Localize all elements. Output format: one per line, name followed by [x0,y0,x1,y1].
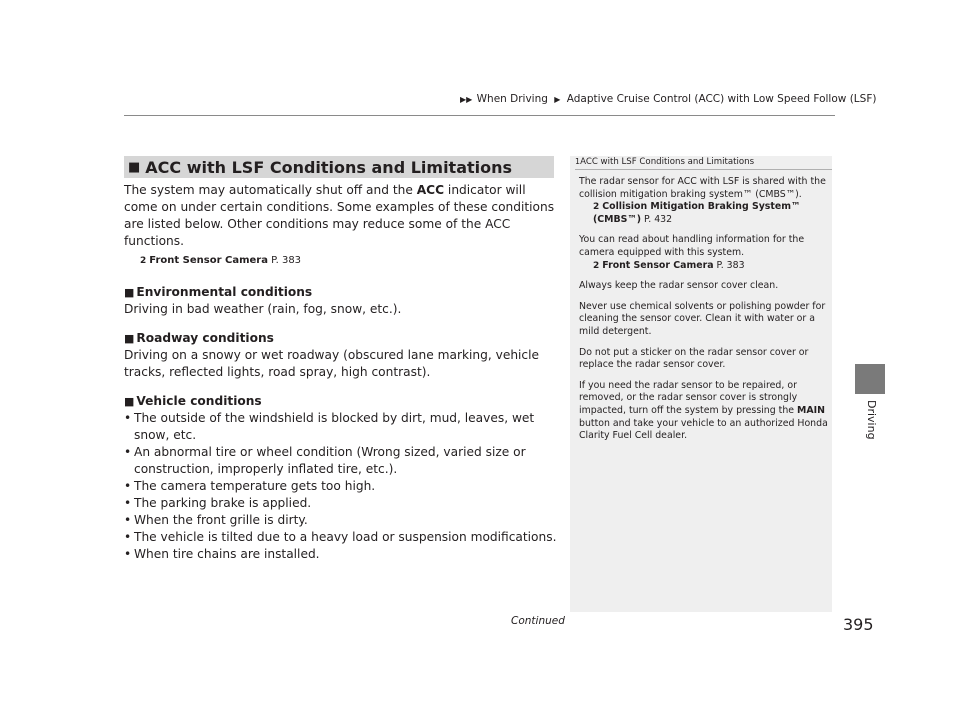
sidebar-title [575,157,832,170]
reference-arrow-icon: 2 [140,256,147,266]
subsection-heading [124,393,559,410]
sidebar-paragraph [579,380,829,443]
sidebar-body [579,176,829,451]
sidebar-paragraph: Do not put a sticker on the radar sensor cover or replace the radar sensor cover. [579,346,809,371]
main-content [124,182,559,563]
road-heading: Roadway conditions [136,331,274,345]
cross-reference[interactable] [593,201,829,226]
vehicle-conditions-list [124,410,559,563]
list-item: • The parking brake is applied. [124,495,559,512]
list-item: • The outside of the windshield is blocked by dirt, mud, leaves, wet snow, etc. [124,410,559,444]
intro-text-rest: indicator will come on under certain conditions. Some examples of these conditions are listed below. Other conditions may reduce some of the ACC functions. [124,183,555,248]
chapter-tab-label: Driving [865,400,878,440]
sidebar-paragraph: You can read about handling information for the camera equipped with this system. [579,234,805,258]
cross-reference[interactable] [593,260,829,273]
breadcrumb [460,93,876,105]
sidebar-text: If you need the radar sensor to be repaired, or removed, or the radar sensor cover is strongly impacted, turn off the system by pressing the [579,379,798,416]
section-header [124,156,554,178]
section-title: ACC with LSF Conditions and Limitations [145,157,513,177]
list-item: • An abnormal tire or wheel condition (Wrong sized, varied size or construction, improperly inflated tire, etc.). [124,444,559,478]
triangle-icon: ▶▶ [460,95,473,104]
continued-label: Continued [511,615,565,627]
note-number-icon: 1 [575,157,581,166]
reference-page: P. 383 [713,259,745,271]
main-button-label: MAIN [797,404,825,416]
reference-title[interactable]: Front Sensor Camera [602,259,714,271]
reference-page: P. 383 [267,255,302,266]
breadcrumb-item[interactable]: Adaptive Cruise Control (ACC) with Low Speed Follow (LSF) [566,93,877,105]
intro-text: The system may automatically shut off and the [124,183,417,197]
env-heading: Environmental conditions [136,285,313,299]
sidebar-text-rest: button and take your vehicle to an authorized Honda Clarity Fuel Cell dealer. [579,417,828,442]
list-item: • When tire chains are installed. [124,546,559,563]
subsection-heading [124,284,559,301]
sidebar-title-text: ACC with LSF Conditions and Limitations [580,157,755,167]
header-divider [124,115,835,116]
sidebar-paragraph: Never use chemical solvents or polishing powder for cleaning the sensor cover. Clean it with water or a mild detergent. [579,300,826,337]
square-icon: ■ [128,159,141,175]
square-icon: ■ [124,332,135,345]
reference-title[interactable]: Front Sensor Camera [149,255,268,266]
list-item: • The camera temperature gets too high. [124,478,559,495]
list-item: • When the front grille is dirty. [124,512,559,529]
subsection-heading [124,330,559,347]
vehicle-heading: Vehicle conditions [136,394,262,408]
breadcrumb-item[interactable]: When Driving [476,93,548,105]
page-number: 395 [843,615,874,634]
intro-paragraph [124,182,559,250]
list-item: • The vehicle is tilted due to a heavy load or suspension modifications. [124,529,559,546]
reference-page: P. 432 [641,213,673,225]
reference-title[interactable]: Collision Mitigation Braking System™ (CMBS™) [593,201,801,225]
env-text: Driving in bad weather (rain, fog, snow, etc.). [124,302,402,316]
square-icon: ■ [124,395,135,408]
cross-reference[interactable] [140,252,559,270]
sidebar-paragraph: Always keep the radar sensor cover clean. [579,280,779,292]
square-icon: ■ [124,286,135,299]
reference-arrow-icon: 2 [593,260,600,271]
sidebar-paragraph: The radar sensor for ACC with LSF is shared with the collision mitigation braking system™ (CMBS™). [579,176,826,200]
reference-arrow-icon: 2 [593,202,600,213]
acc-indicator-label: ACC [416,183,445,197]
chapter-tab[interactable] [855,364,885,394]
road-text: Driving on a snowy or wet roadway (obscured lane marking, vehicle tracks, reflected lights, road spray, high contrast). [124,348,540,379]
triangle-icon: ▶ [554,95,561,104]
